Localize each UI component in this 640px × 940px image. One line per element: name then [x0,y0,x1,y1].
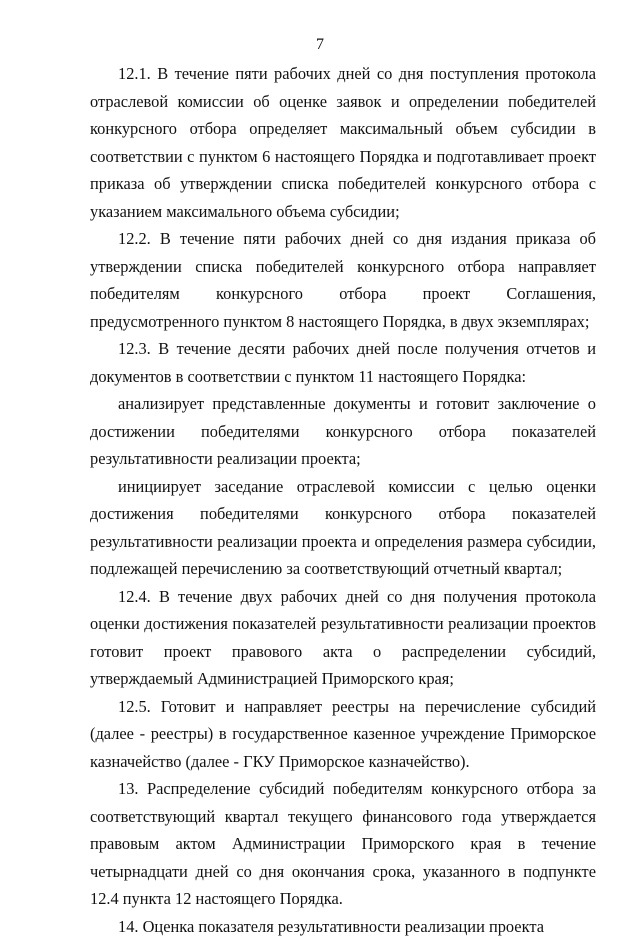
page-number: 7 [0,36,640,54]
paragraph-12-3-item-initiate: инициирует заседание отраслевой комиссии с целью оценки достижения победителями конкурсного отбора показателей результативности реализации проекта и определения размера субсидии, подлежащей перечислению за соответствующий отчетный квартал; [90,473,596,583]
paragraph-12-5: 12.5. Готовит и направляет реестры на перечисление субсидий (далее - реестры) в государственное казенное учреждение Приморское казначейство (далее - ГКУ Приморское казначейство). [90,693,596,776]
document-body [90,60,596,940]
paragraph-13: 13. Распределение субсидий победителям конкурсного отбора за соответствующий квартал текущего финансового года утверждается правовым актом Администрации Приморского края в течение четырнадцати дней со дня окончания срока, указанного в подпункте 12.4 пункта 12 настоящего Порядка. [90,775,596,913]
paragraph-14: 14. Оценка показателя результативности реализации проекта [90,913,596,940]
paragraph-12-3: 12.3. В течение десяти рабочих дней после получения отчетов и документов в соответствии с пунктом 11 настоящего Порядка: [90,335,596,390]
paragraph-12-4: 12.4. В течение двух рабочих дней со дня получения протокола оценки достижения показателей результативности реализации проектов готовит проект правового акта о распределении субсидий, утверждаемый Администрацией Приморского края; [90,583,596,693]
paragraph-12-1: 12.1. В течение пяти рабочих дней со дня поступления протокола отраслевой комиссии об оценке заявок и определении победителей конкурсного отбора определяет максимальный объем субсидии в соответствии с пунктом 6 настоящего Порядка и подготавливает проект приказа об утверждении списка победителей конкурсного отбора с указанием максимального объема субсидии; [90,60,596,225]
paragraph-12-2: 12.2. В течение пяти рабочих дней со дня издания приказа об утверждении списка победителей конкурсного отбора направляет победителям конкурсного отбора проект Соглашения, предусмотренного пунктом 8 настоящего Порядка, в двух экземплярах; [90,225,596,335]
paragraph-12-3-item-analyze: анализирует представленные документы и готовит заключение о достижении победителями конкурсного отбора показателей результативности реализации проекта; [90,390,596,473]
